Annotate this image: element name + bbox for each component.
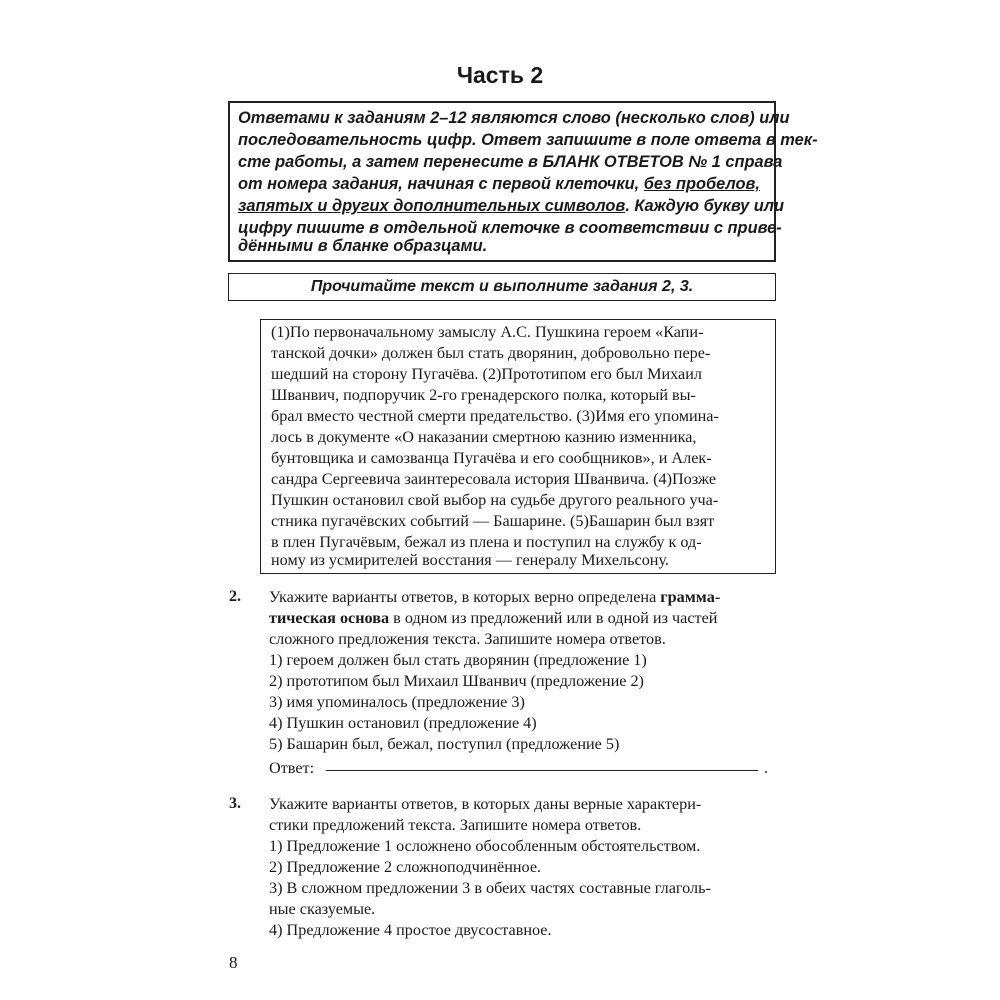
- answer-label: Ответ:: [269, 759, 315, 777]
- question-2-option: 2) прототипом был Михаил Шванвич (предложение 2): [269, 672, 644, 690]
- instructions-underlined-text: запятых и других дополнительных символов: [238, 197, 626, 215]
- question-2-line: сложного предложения текста. Запишите номера ответов.: [269, 630, 666, 648]
- instructions-line: сте работы, а затем перенесите в БЛАНК ОТВЕТОВ № 1 справа: [238, 153, 783, 171]
- question-2-line: [269, 588, 720, 607]
- page-number: 8: [229, 953, 238, 972]
- passage-box: [260, 319, 776, 574]
- question-3-number: 3.: [229, 795, 241, 812]
- question-2-number: 2.: [229, 588, 241, 605]
- instructions-text: от номера задания, начиная с первой клеточки,: [238, 175, 644, 193]
- question-3-line: Укажите варианты ответов, в которых даны верные характери-: [269, 795, 702, 813]
- question-3-option: 2) Предложение 2 сложноподчинённое.: [269, 858, 542, 876]
- answer-end-period: .: [764, 759, 769, 777]
- question-2-bold-text: граммa-: [660, 588, 721, 606]
- question-2-option: 3) имя упоминалось (предложение 3): [269, 693, 525, 711]
- passage-line: стника пугачёвских событий — Башарине. (5)Башарин был взят: [271, 512, 715, 530]
- passage-line: лось в документе «О наказании смертною казнию изменника,: [271, 428, 697, 446]
- instructions-line: цифру пишите в отдельной клеточке в соответствии с приве-: [238, 219, 782, 237]
- question-3-option: 3) В сложном предложении 3 в обеих частях составные глаголь-: [269, 879, 711, 897]
- instructions-line: [238, 197, 784, 216]
- answer-field[interactable]: [326, 770, 758, 771]
- instructions-box: [228, 101, 818, 262]
- passage-line: бунтовщика и самозванца Пугачёва и его сообщников», и Алек-: [271, 449, 712, 467]
- passage-line: Шванвич, подпоручик 2-го гренадерского полка, который вы-: [271, 386, 696, 404]
- question-3-line: стики предложений текста. Запишите номера ответов.: [269, 816, 642, 834]
- passage-line: сандра Сергеевича заинтересовала история Шванвича. (4)Позже: [271, 470, 717, 488]
- instructions-text: . Каждую букву или: [625, 197, 784, 215]
- instructions-line: Ответами к заданиям 2–12 являются слово (несколько слов) или: [238, 109, 790, 127]
- read-prompt-box: [228, 273, 776, 301]
- question-3-option: 1) Предложение 1 осложнено обособленным обстоятельством.: [269, 837, 701, 855]
- instructions-underlined-text: без пробелов,: [643, 175, 760, 193]
- question-3-option: ные сказуемые.: [269, 900, 376, 918]
- question-2-option: 5) Башарин был, бежал, поступил (предложение 5): [269, 735, 620, 753]
- passage-line: шедший на сторону Пугачёва. (2)Прототипом его был Михаил: [271, 365, 702, 383]
- passage-line: брал вместо честной смерти предательство. (3)Имя его упомина-: [271, 407, 719, 425]
- question-2-text: Укажите варианты ответов, в которых верно определена: [269, 588, 661, 606]
- passage-line: Пушкин остановил свой выбор на судьбе другого реального уча-: [271, 491, 719, 509]
- read-prompt: Прочитайте текст и выполните задания 2, 3.: [310, 278, 694, 295]
- passage-line: (1)По первоначальному замыслу А.С. Пушкина героем «Капи-: [271, 323, 704, 341]
- part-title: Часть 2: [456, 62, 544, 88]
- passage-line: в плен Пугачёвым, бежал из плена и поступил на службу к од-: [271, 533, 702, 551]
- passage-line: танской дочки» должен был стать дворянин, добровольно пере-: [271, 344, 711, 362]
- question-2-option: 4) Пушкин остановил (предложение 4): [269, 714, 537, 732]
- passage-line: ному из усмирителей восстания — генералу Михельсону.: [271, 551, 669, 569]
- question-2-option: 1) героем должен был стать дворянин (предложение 1): [269, 651, 647, 669]
- instructions-line: дёнными в бланке образцами.: [238, 237, 488, 255]
- question-2-bold-text: тическая основа: [269, 609, 390, 627]
- question-3-option: 4) Предложение 4 простое двусоставное.: [269, 921, 552, 939]
- instructions-line: последовательность цифр. Ответ запишите в поле ответа в тек-: [238, 131, 818, 149]
- instructions-line: [238, 175, 760, 194]
- question-2-text: в одном из предложений или в одной из частей: [389, 609, 718, 627]
- question-2-line: [269, 609, 717, 628]
